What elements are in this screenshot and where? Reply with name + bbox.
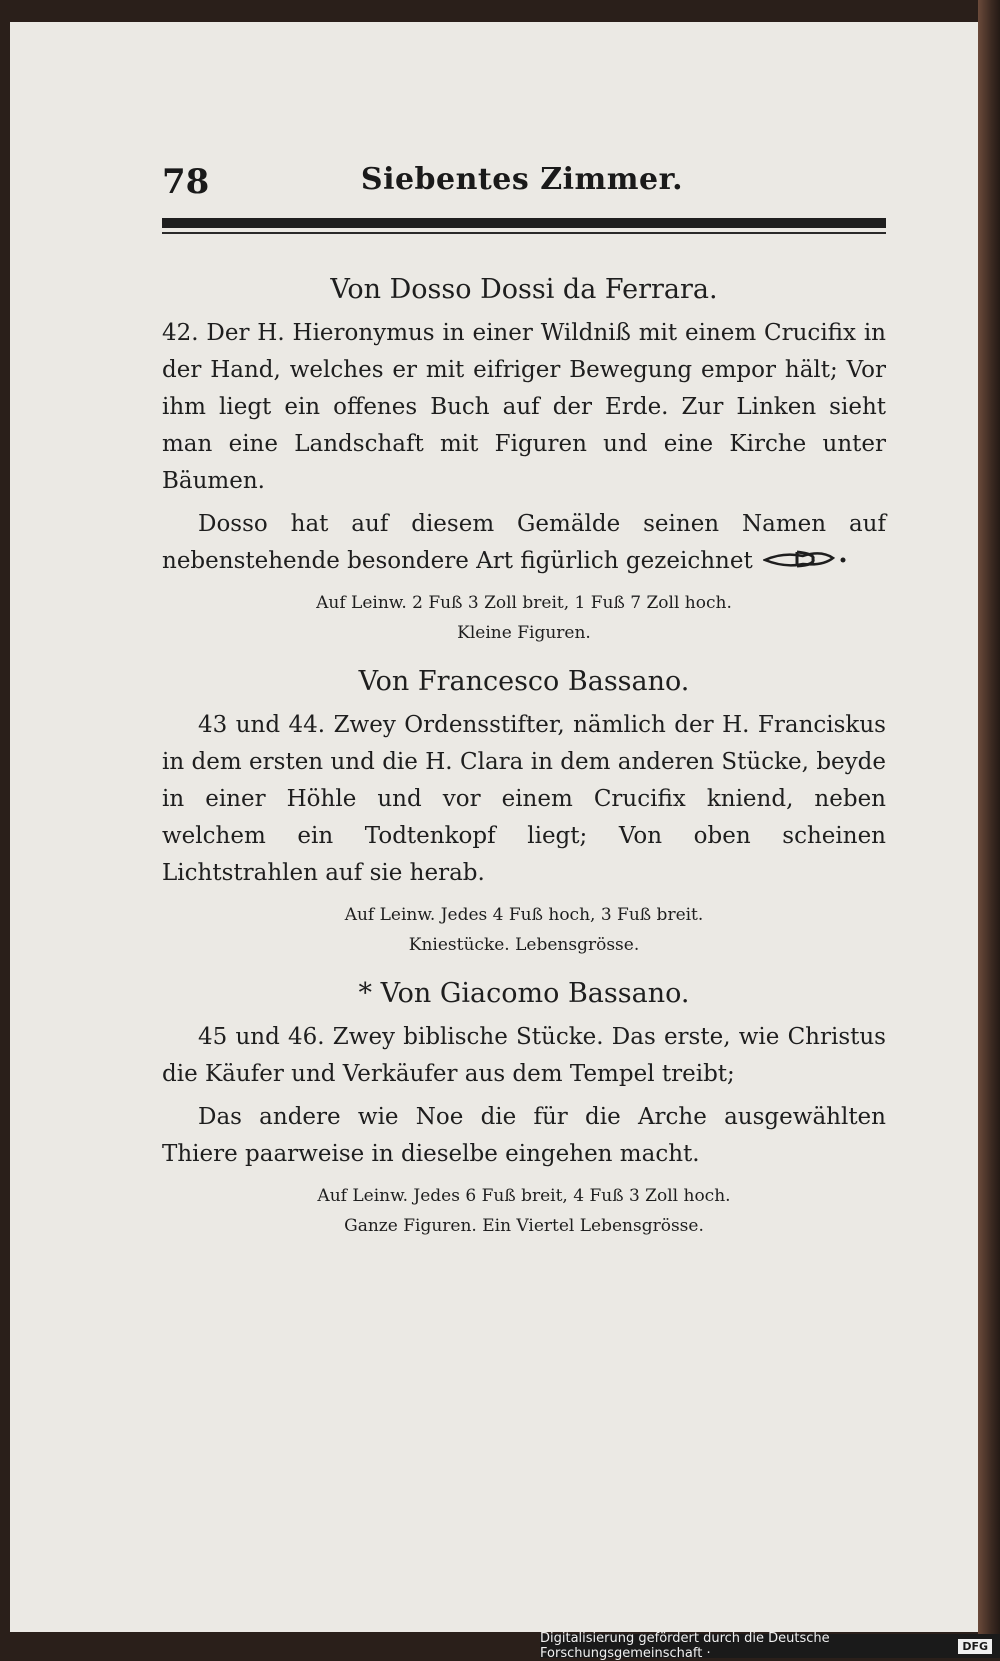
signature-emblem-icon: [763, 548, 853, 570]
section-giacomo-bassano: [162, 978, 886, 1241]
paragraph-text: Dosso hat auf diesem Gemälde seinen Namen auf nebenstehende besondere Art figürlich gezeichnet: [162, 511, 886, 574]
running-title: Siebentes Zimmer.: [360, 162, 684, 197]
entry-paragraph: 43 und 44. Zwey Ordensstifter, nämlich der H. Franciskus in dem ersten und die H. Clara in dem anderen Stücke, beyde in einer Höhle und vor einem Crucifix kniend, neben welchem ein Todtenkopf liegt; Von oben scheinen Lichtstrahlen auf sie herab.: [162, 712, 886, 886]
section-heading: Von Dosso Dossi da Ferrara.: [330, 274, 718, 305]
book-spine: [978, 0, 1000, 1658]
dimensions-caption: Auf Leinw. Jedes 6 Fuß breit, 4 Fuß 3 Zoll hoch.: [317, 1186, 731, 1206]
header-rule-thick: [162, 218, 886, 228]
footer-text: Digitalisierung gefördert durch die Deutsche Forschungsgemeinschaft ·: [540, 1631, 830, 1661]
figures-caption: Ganze Figuren. Ein Viertel Lebensgrösse.: [344, 1216, 704, 1236]
dfg-logo: DFG: [958, 1639, 992, 1654]
section-francesco-bassano: [162, 666, 886, 960]
book-page: [10, 22, 988, 1632]
section-heading: * Von Giacomo Bassano.: [358, 978, 690, 1009]
header-rule-thin: [162, 232, 886, 234]
entry-paragraph: 42. Der H. Hieronymus in einer Wildniß mit einem Crucifix in der Hand, welches er mit eifriger Bewegung empor hält; Vor ihm liegt ein offenes Buch auf der Erde. Zur Linken sieht man eine Landschaft mit Figuren und eine Kirche unter Bäumen.: [162, 320, 886, 494]
section-heading: Von Francesco Bassano.: [358, 666, 690, 697]
figures-caption: Kleine Figuren.: [457, 623, 591, 643]
section-dosso: [162, 274, 886, 648]
entry-paragraph: [162, 506, 886, 580]
dimensions-caption: Auf Leinw. Jedes 4 Fuß hoch, 3 Fuß breit.: [344, 905, 704, 925]
page-number: 78: [162, 162, 210, 202]
entry-paragraph: 45 und 46. Zwey biblische Stücke. Das erste, wie Christus die Käufer und Verkäufer aus dem Tempel treibt;: [162, 1024, 886, 1087]
figures-caption: Kniestücke. Lebensgrösse.: [408, 935, 640, 955]
page-content: [162, 262, 886, 1241]
page-header: [162, 162, 882, 206]
digitization-footer: [540, 1631, 1000, 1661]
entry-paragraph: Das andere wie Noe die für die Arche ausgewählten Thiere paarweise in dieselbe eingehen macht.: [162, 1104, 886, 1167]
dimensions-caption: Auf Leinw. 2 Fuß 3 Zoll breit, 1 Fuß 7 Zoll hoch.: [316, 593, 732, 613]
